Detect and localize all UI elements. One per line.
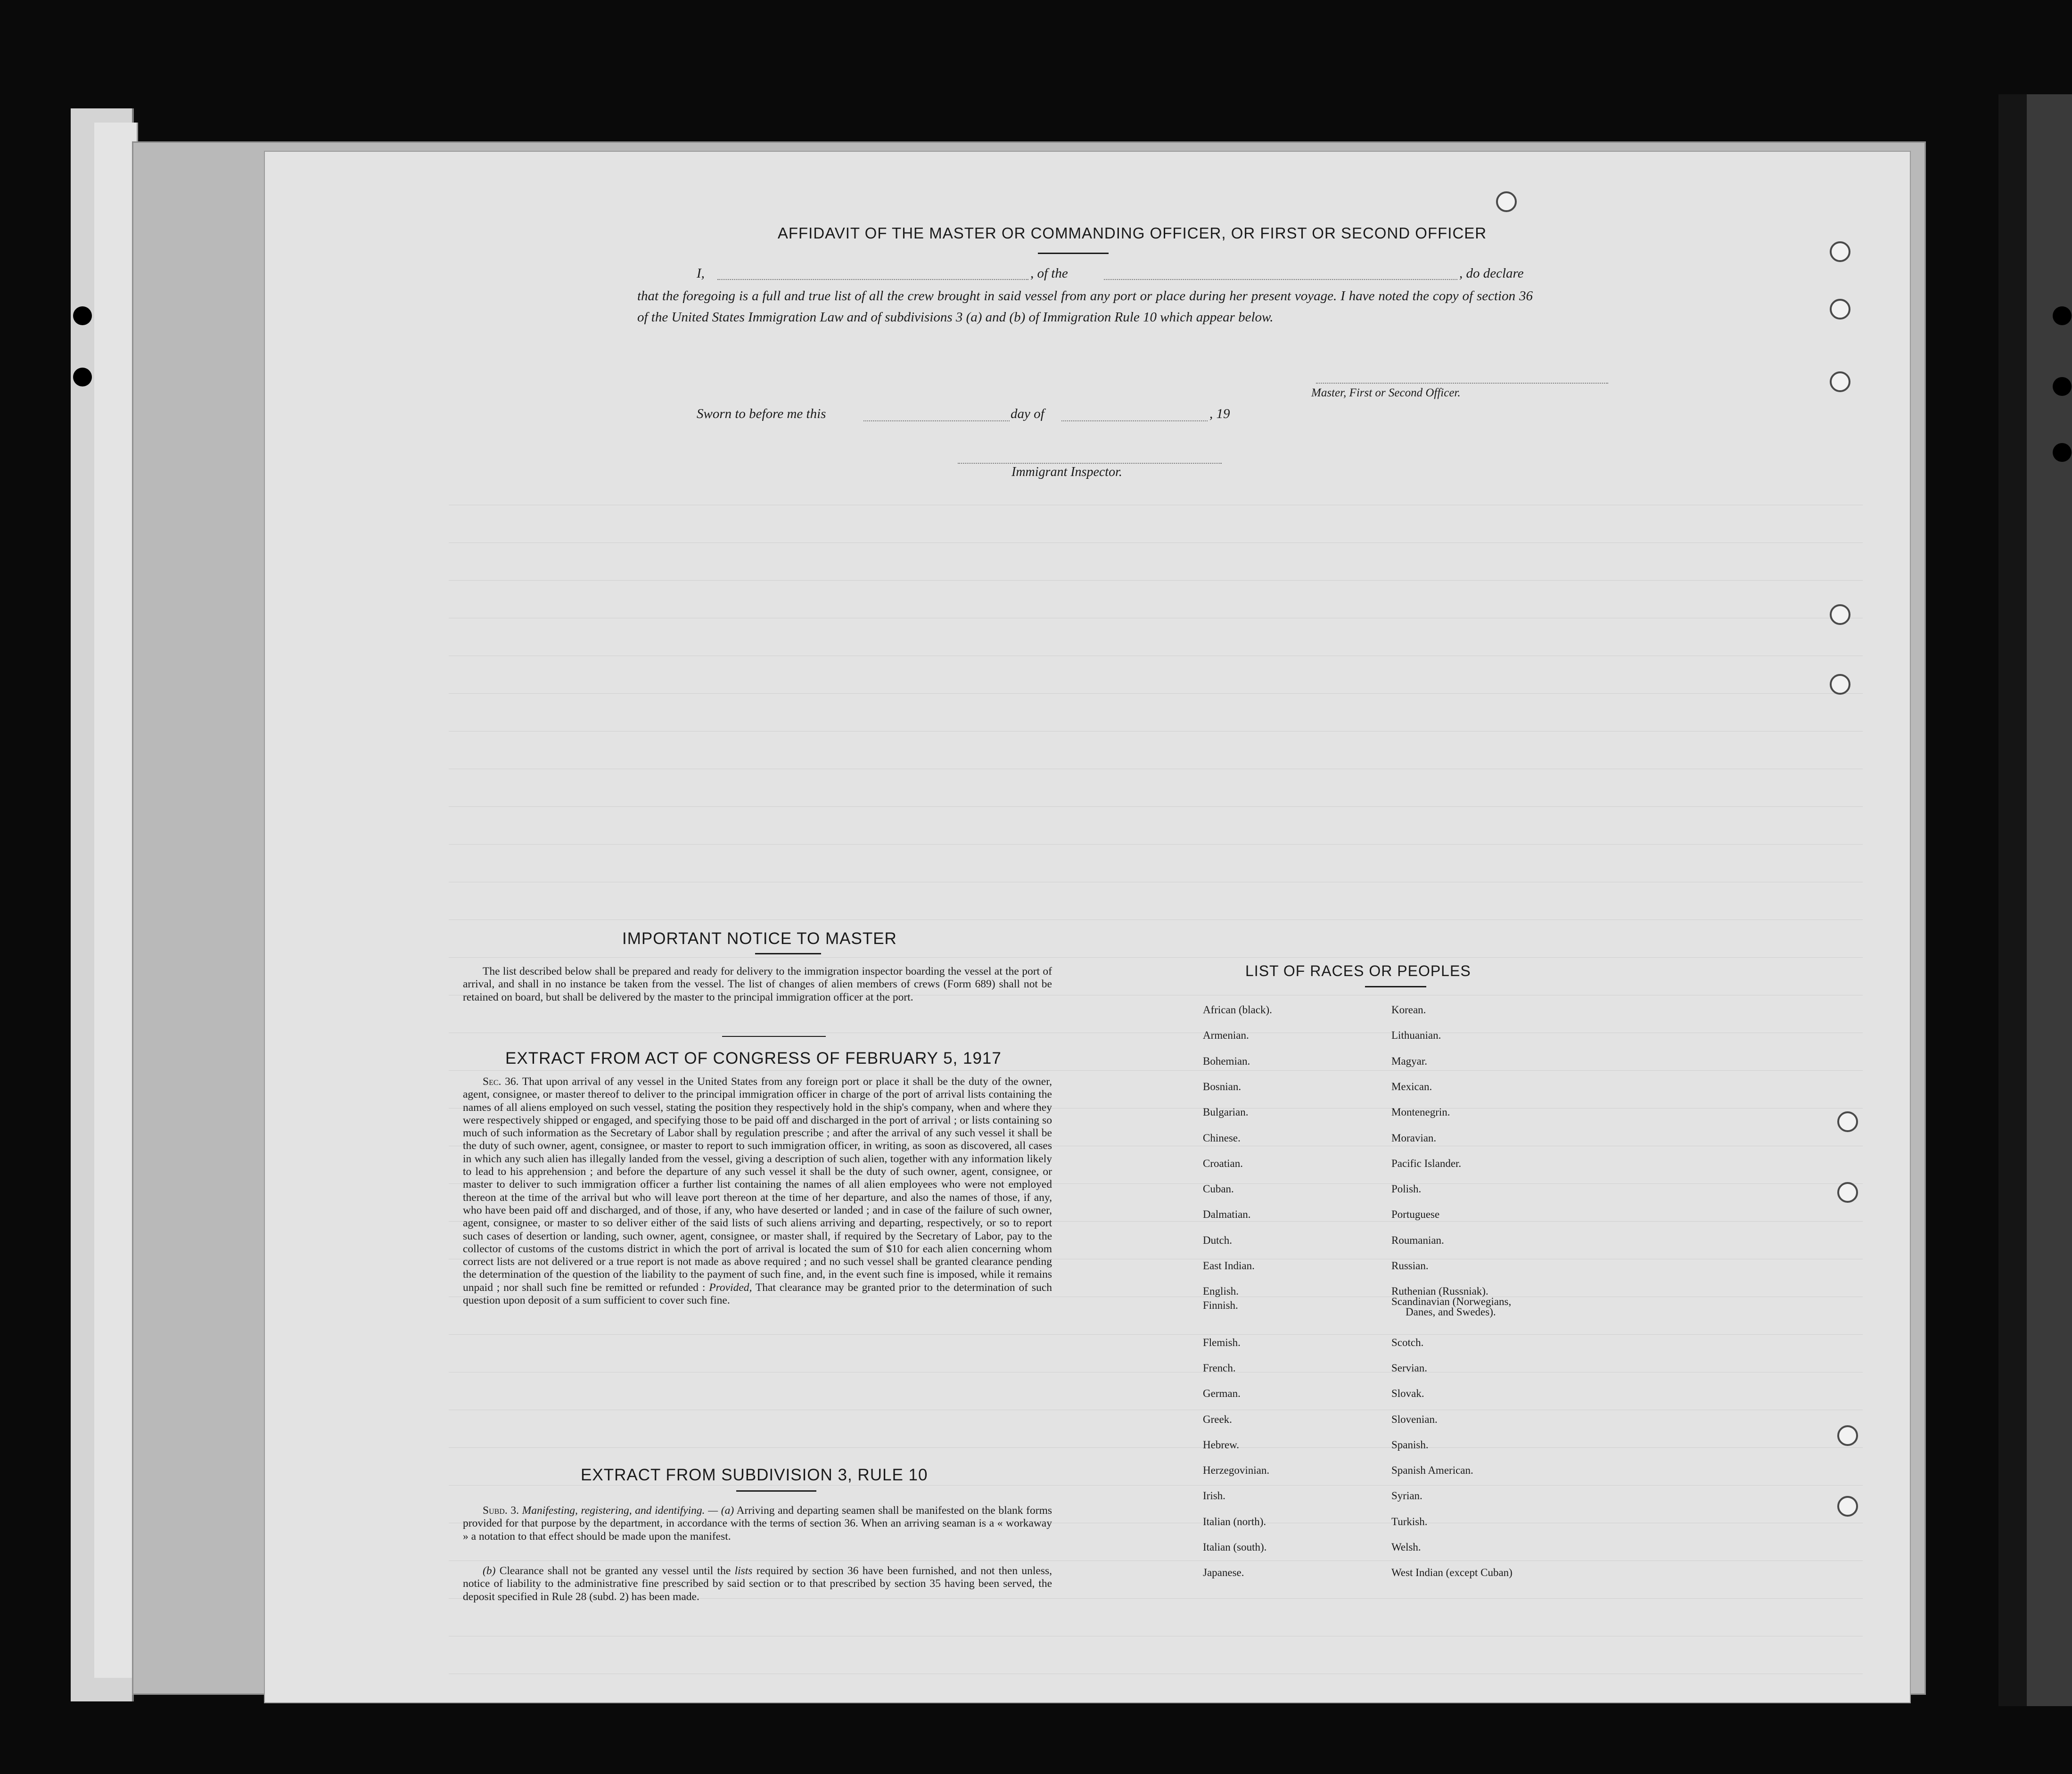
race-item: Portuguese (1391, 1208, 1440, 1221)
binder-punch-hole (73, 306, 92, 325)
race-item: English. (1203, 1285, 1239, 1298)
rule-b-label: (b) (483, 1565, 496, 1577)
race-item: Italian (north). (1203, 1515, 1266, 1528)
race-item: Moravian. (1391, 1132, 1437, 1144)
race-item: Bohemian. (1203, 1055, 1250, 1067)
race-item: Magyar. (1391, 1055, 1428, 1067)
page-punch-hole (1837, 1425, 1858, 1446)
race-item: Spanish American. (1391, 1464, 1473, 1477)
rule-text-b (463, 1565, 1052, 1603)
sworn-prefix: Sworn to before me this (697, 406, 826, 421)
notice-underline (755, 953, 821, 954)
race-item: Armenian. (1203, 1029, 1249, 1042)
affidavit-line-i: I, (697, 266, 705, 281)
sworn-year: , 19 (1209, 406, 1230, 421)
rule-text-a (463, 1504, 1052, 1543)
page-punch-hole (1837, 1496, 1858, 1517)
race-item: Bulgarian. (1203, 1106, 1249, 1118)
rule-underline (736, 1490, 816, 1492)
race-item: West Indian (except Cuban) (1391, 1567, 1513, 1579)
race-item: Ruthenian (Russniak). (1391, 1285, 1488, 1298)
race-item: Servian. (1391, 1362, 1428, 1374)
vessel-blank (1104, 279, 1457, 280)
race-item: Danes, and Swedes). (1406, 1306, 1496, 1318)
race-item: German. (1203, 1388, 1241, 1400)
page-punch-hole (1830, 604, 1850, 625)
binder-punch-hole (2053, 377, 2072, 396)
act-title: EXTRACT FROM ACT OF CONGRESS OF FEBRUARY 5, 1917 (505, 1049, 1002, 1068)
notice-text: The list described below shall be prepared and ready for delivery to the immigration inspector boarding the vessel at the port of arrival, and shall in no instance be taken from the vessel. The list of changes of alien members of crews (Form 689) shall not be retained on board, but shall be delivered by the master to the principal immigration officer at the port. (463, 965, 1052, 1003)
sworn-month-blank (1061, 420, 1208, 421)
race-item: Pacific Islander. (1391, 1157, 1462, 1169)
race-item: Lithuanian. (1391, 1029, 1441, 1042)
name-blank (717, 279, 1028, 280)
title-underline (1038, 253, 1109, 254)
race-item: Slovenian. (1391, 1413, 1438, 1425)
race-item: Bosnian. (1203, 1080, 1242, 1092)
race-item: Russian. (1391, 1260, 1429, 1272)
race-item: Welsh. (1391, 1541, 1421, 1553)
rule-heading: Manifesting, registering, and identifying. (522, 1504, 705, 1517)
rule-b-text-2: required by section 36 have been furnished, and not then unless, notice of liability to the administrative fine prescribed by said section or to that prescribed by section 35 having been served, the deposit specified in Rule 28 (subd. 2) has been made. (463, 1565, 1052, 1603)
race-item: Italian (south). (1203, 1541, 1267, 1553)
race-item: Finnish. (1203, 1299, 1238, 1312)
binder-punch-hole (2053, 306, 2072, 325)
affidavit-body: that the foregoing is a full and true list of all the crew brought in said vessel from any port or place during her present voyage. I have noted the copy of section 36 of the United States Immigration Law and of subdivisions 3 (a) and (b) of Immigration Rule 10 which appear below. (637, 288, 1533, 325)
race-item: Chinese. (1203, 1132, 1241, 1144)
notice-divider (722, 1036, 826, 1037)
race-item: Irish. (1203, 1490, 1225, 1502)
page-punch-hole (1830, 371, 1850, 392)
race-item: Turkish. (1391, 1515, 1428, 1528)
rule-b-text-1: Clearance shall not be granted any vessel until the (499, 1565, 731, 1577)
master-signature-line (1316, 383, 1608, 384)
act-proviso-word: Provided, (709, 1281, 752, 1294)
binder-punch-hole (73, 368, 92, 386)
right-binder-edge (1998, 94, 2072, 1706)
notice-title: IMPORTANT NOTICE TO MASTER (622, 929, 897, 948)
race-item: Korean. (1391, 1004, 1426, 1016)
race-item: Hebrew. (1203, 1438, 1240, 1451)
race-item: African (black). (1203, 1004, 1272, 1016)
page-punch-hole (1837, 1182, 1858, 1203)
race-item: Greek. (1203, 1413, 1232, 1425)
race-item: Dutch. (1203, 1234, 1232, 1246)
affidavit-line-of-the: , of the (1030, 266, 1068, 281)
race-item: Herzegovinian. (1203, 1464, 1270, 1477)
page-punch-hole (1837, 1111, 1858, 1132)
race-item: Montenegrin. (1391, 1106, 1450, 1118)
page-punch-hole (1496, 191, 1517, 212)
race-item: Spanish. (1391, 1438, 1429, 1451)
race-item: Croatian. (1203, 1157, 1243, 1169)
races-underline (1365, 986, 1426, 987)
race-item: Slovak. (1391, 1388, 1424, 1400)
race-item: Scotch. (1391, 1336, 1424, 1348)
race-item: East Indian. (1203, 1260, 1255, 1272)
race-item: Scandinavian (Norwegians, (1391, 1296, 1512, 1308)
rule-a-label: — (a) (708, 1504, 734, 1517)
races-title: LIST OF RACES OR PEOPLES (1245, 962, 1471, 979)
race-item: Cuban. (1203, 1183, 1234, 1195)
race-item: Mexican. (1391, 1080, 1432, 1092)
rule-subd-label: Subd. 3. (483, 1504, 519, 1517)
affidavit-page (264, 151, 1911, 1703)
race-item: Flemish. (1203, 1336, 1241, 1348)
inspector-signature-line (958, 463, 1222, 464)
rule-title: EXTRACT FROM SUBDIVISION 3, RULE 10 (581, 1466, 928, 1484)
act-section-label: Sec. 36. (483, 1076, 519, 1088)
binder-punch-hole (2053, 443, 2072, 462)
page-punch-hole (1830, 241, 1850, 262)
bleed-through-rows (449, 468, 1863, 1674)
race-item: Syrian. (1391, 1490, 1422, 1502)
sworn-day-of: day of (1011, 406, 1044, 421)
race-item: French. (1203, 1362, 1236, 1374)
affidavit-title: AFFIDAVIT OF THE MASTER OR COMMANDING OFFICER, OR FIRST OR SECOND OFFICER (777, 224, 1487, 242)
inspector-label: Immigrant Inspector. (1011, 465, 1122, 479)
page-punch-hole (1830, 299, 1850, 320)
race-item: Dalmatian. (1203, 1208, 1251, 1221)
race-item: Japanese. (1203, 1567, 1244, 1579)
race-item: Roumanian. (1391, 1234, 1444, 1246)
affidavit-line-do-declare: , do declare (1459, 266, 1524, 281)
master-signature-label: Master, First or Second Officer. (1311, 386, 1461, 399)
rule-b-lists: lists (734, 1565, 753, 1577)
act-body: That upon arrival of any vessel in the United States from any foreign port or place it shall be the duty of the owner, agent, consignee, or master thereof to deliver to the principal immigration officer in charge of the port of arrival lists containing the names of all aliens employed on such vessel, stating the position they respectively hold in the ship's company, when and where they were respectively shipped or engaged, and specifying those to be paid off and discharged in the port of arrival ; or lists containing so much of such information as the Secretary of Labor shall by regulation prescribe ; and after the arrival of any such vessel it shall be the duty of such owner, agent, consignee, or master to report to such immigration officer, in writing, as soon as discovered, all cases in which any such alien has illegally landed from the vessel, giving a description of such alien, together with any information likely to lead to his apprehension ; and before the departure of any such vessel it shall be the duty of such owner, agent, consignee, or master to deliver to such immigration officer a further list containing the names of all alien employees who were not employed thereon at the time of the arrival but who will leave port thereon at the time of her departure, and also the names of those, if any, who have been paid off and discharged, and of those, if any, who have deserted or landed ; and in case of the failure of such owner, agent, consignee, or master to so deliver either of the said lists of such aliens arriving and departing, respectively, or so to report such cases of desertion or landing, such owner, agent, consignee, or master shall, if required by the Secretary of Labor, pay to the collector of customs of the customs district in which the port of arrival is located the sum of $10 for each alien concerning whom correct lists are not delivered or a true report is not made as above required ; and no such vessel shall be granted clearance pending the determination of the question of the liability to the payment of such fine, and, in the event such fine is imposed, while it remains unpaid ; nor shall such fine be remitted or refunded : (463, 1076, 1052, 1294)
sworn-day-blank (863, 420, 1010, 421)
page-punch-hole (1830, 674, 1850, 695)
race-item: Polish. (1391, 1183, 1422, 1195)
act-text (463, 1076, 1052, 1307)
act-proviso-text: That clearance may be granted prior to the determination of such question upon deposit of a sum sufficient to cover such fine. (463, 1281, 1052, 1307)
rule-a-text: Arriving and departing seamen shall be manifested on the blank forms provided for that purpose by the department, in accordance with the terms of section 36. When an arriving seaman is a « workaway » a notation to that effect should be made upon the manifest. (463, 1504, 1052, 1543)
